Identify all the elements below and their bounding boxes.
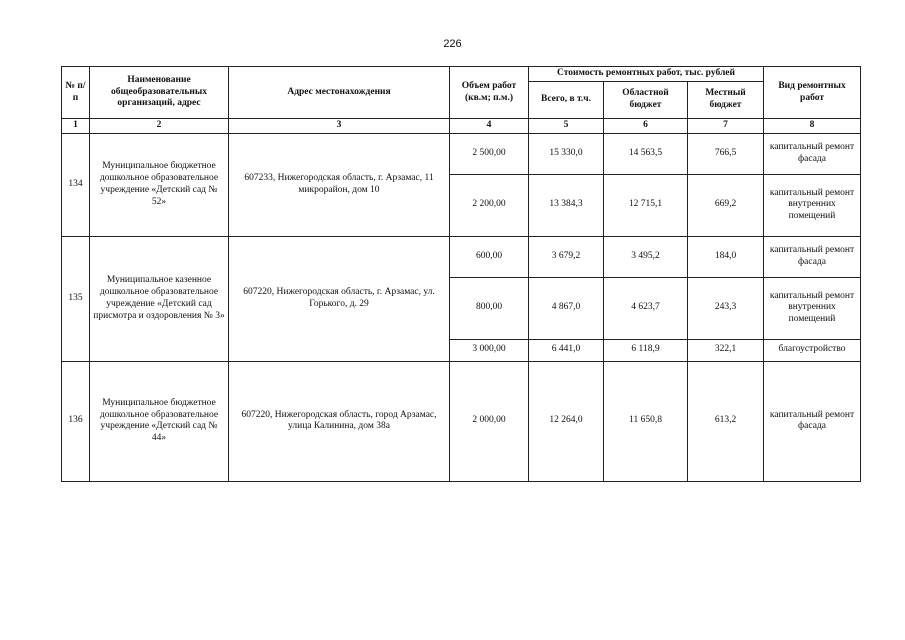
work-type: капитальный ремонт фасада xyxy=(764,236,861,277)
org-address: 607233, Нижегородская область, г. Арзамас, 11 микрорайон, дом 10 xyxy=(229,133,450,236)
cost-regional: 11 650,8 xyxy=(604,361,688,481)
header-address: Адрес местонахождения xyxy=(229,67,450,119)
header-local: Местный бюджет xyxy=(688,82,764,119)
header-regional: Областной бюджет xyxy=(604,82,688,119)
header-cost-group: Стоимость ремонтных работ, тыс. рублей xyxy=(529,67,764,82)
column-number: 4 xyxy=(450,119,529,134)
cost-total: 13 384,3 xyxy=(529,174,604,236)
cost-regional: 12 715,1 xyxy=(604,174,688,236)
org-address: 607220, Нижегородская область, г. Арзамас, ул. Горького, д. 29 xyxy=(229,236,450,361)
work-volume: 800,00 xyxy=(450,277,529,339)
cost-local: 184,0 xyxy=(688,236,764,277)
cost-total: 3 679,2 xyxy=(529,236,604,277)
work-type: благоустройство xyxy=(764,339,861,361)
org-name: Муниципальное казенное дошкольное образовательное учреждение «Детский сад присмотра и оздоровления № 3» xyxy=(90,236,229,361)
table-row xyxy=(62,133,861,174)
header-num: № п/п xyxy=(62,67,90,119)
column-number: 1 xyxy=(62,119,90,134)
org-name: Муниципальное бюджетное дошкольное образовательное учреждение «Детский сад № 44» xyxy=(90,361,229,481)
row-number: 136 xyxy=(62,361,90,481)
header-name: Наименование общеобразовательных организаций, адрес xyxy=(90,67,229,119)
work-volume: 3 000,00 xyxy=(450,339,529,361)
header-row xyxy=(62,67,861,82)
column-number-row xyxy=(62,119,861,134)
cost-local: 766,5 xyxy=(688,133,764,174)
org-name: Муниципальное бюджетное дошкольное образовательное учреждение «Детский сад № 52» xyxy=(90,133,229,236)
header-type: Вид ремонтных работ xyxy=(764,67,861,119)
column-number: 3 xyxy=(229,119,450,134)
work-type: капитальный ремонт фасада xyxy=(764,133,861,174)
table-row xyxy=(62,236,861,277)
column-number: 7 xyxy=(688,119,764,134)
column-number: 2 xyxy=(90,119,229,134)
work-type: капитальный ремонт внутренних помещений xyxy=(764,174,861,236)
header-total: Всего, в т.ч. xyxy=(529,82,604,119)
header-volume: Объем работ (кв.м; п.м.) xyxy=(450,67,529,119)
table-row xyxy=(62,361,861,481)
column-number: 5 xyxy=(529,119,604,134)
org-address: 607220, Нижегородская область, город Арзамас, улица Калинина, дом 38а xyxy=(229,361,450,481)
cost-local: 243,3 xyxy=(688,277,764,339)
work-volume: 2 500,00 xyxy=(450,133,529,174)
cost-regional: 4 623,7 xyxy=(604,277,688,339)
repairs-table xyxy=(61,66,861,482)
cost-regional: 3 495,2 xyxy=(604,236,688,277)
work-type: капитальный ремонт внутренних помещений xyxy=(764,277,861,339)
row-number: 135 xyxy=(62,236,90,361)
cost-regional: 14 563,5 xyxy=(604,133,688,174)
work-volume: 600,00 xyxy=(450,236,529,277)
cost-total: 15 330,0 xyxy=(529,133,604,174)
column-number: 6 xyxy=(604,119,688,134)
cost-regional: 6 118,9 xyxy=(604,339,688,361)
work-type: капитальный ремонт фасада xyxy=(764,361,861,481)
cost-local: 669,2 xyxy=(688,174,764,236)
cost-local: 322,1 xyxy=(688,339,764,361)
page-number: 226 xyxy=(443,38,462,50)
cost-local: 613,2 xyxy=(688,361,764,481)
column-number: 8 xyxy=(764,119,861,134)
work-volume: 2 200,00 xyxy=(450,174,529,236)
work-volume: 2 000,00 xyxy=(450,361,529,481)
cost-total: 4 867,0 xyxy=(529,277,604,339)
cost-total: 6 441,0 xyxy=(529,339,604,361)
row-number: 134 xyxy=(62,133,90,236)
cost-total: 12 264,0 xyxy=(529,361,604,481)
